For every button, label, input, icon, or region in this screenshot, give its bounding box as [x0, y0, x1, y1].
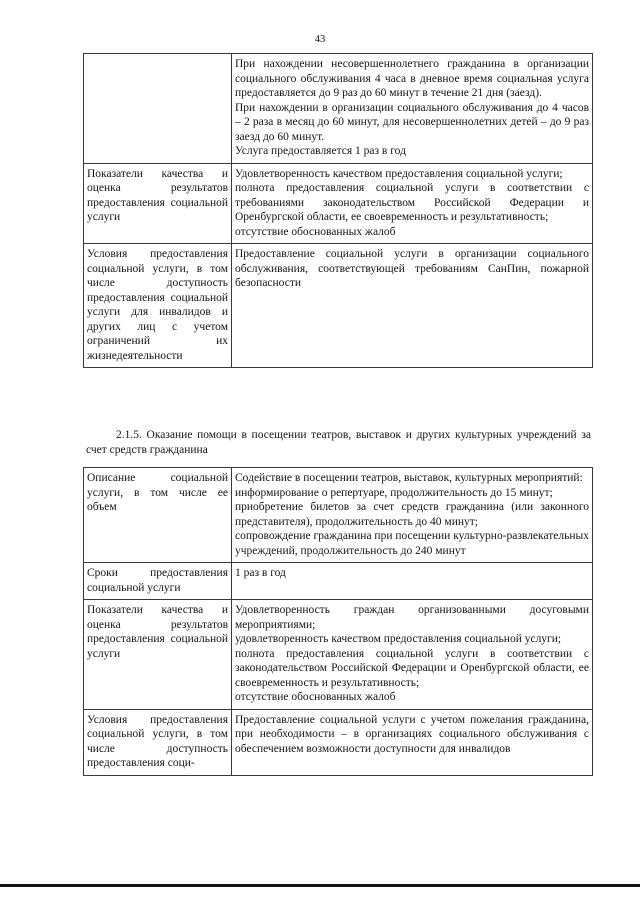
content-paragraph: Содействие в посещении театров, выставок, культурных мероприятий: — [235, 472, 583, 484]
content-paragraph: Услуга предоставляется 1 раз в год — [235, 145, 406, 157]
content-paragraph: При нахождении в организации социального обслуживания до 4 часов – 2 раза в месяц до 60 минут, для несовершеннолетних детей – до 9 раз заезд до 60 минут. — [235, 101, 589, 143]
row-label-cell: Показатели качества и оценка результатов предоставления социальной услуги — [84, 163, 232, 244]
content-paragraph: отсутствие обоснованных жалоб — [235, 691, 396, 703]
service-table-2-1-5 — [83, 467, 593, 776]
table-row — [84, 468, 593, 563]
content-paragraph: сопровождение гражданина при посещении культурно-развлекательных учреждений, продолжительность до 240 минут — [235, 530, 590, 557]
page-bottom-rule — [0, 884, 640, 887]
page-number: 43 — [314, 34, 326, 45]
row-content-cell — [232, 54, 593, 164]
service-table-continued — [83, 53, 593, 368]
section-heading — [86, 428, 591, 458]
content-paragraph: приобретение билетов за счет средств гражданина (или законного представителя), продолжительность до 40 минут; — [235, 501, 589, 528]
content-paragraph: 1 раз в год — [235, 567, 286, 579]
row-label-cell: Условия предоставления социальной услуги, в том числе доступность предоставления социальной услуги для инвалидов и других лиц с учетом ограничений их жизнедеятельности — [84, 244, 232, 368]
row-label-cell — [84, 54, 232, 164]
content-paragraph: Предоставление социальной услуги с учетом пожелания гражданина, при необходимости – в организациях социального обслуживания с обеспечением возможности доступности для инвалидов — [235, 713, 589, 755]
content-paragraph: полнота предоставления социальной услуги в соответствии с требованиями законодательством Российской Федерации и Оренбургской области, ее своевременность и результативность; — [235, 182, 589, 223]
table-row — [84, 709, 593, 775]
content-paragraph: информирование о репертуаре, продолжительность до 15 минут; — [235, 486, 553, 499]
table-row — [84, 563, 593, 600]
row-content-cell — [232, 163, 593, 244]
table-row — [84, 54, 593, 164]
table-row — [84, 163, 593, 244]
content-paragraph: полнота предоставления социальной услуги в соответствии с законодательством Российской Федерации и Оренбургской области, ее своевременность и результативность; — [235, 647, 589, 689]
section-heading-text: 2.1.5. Оказание помощи в посещении театров, выставок и других культурных учреждений за счет средств гражданина — [86, 429, 591, 456]
content-paragraph: удовлетворенность качеством предоставления социальной услуги; — [235, 633, 562, 645]
row-label-cell: Сроки предоставления социальной услуги — [84, 563, 232, 600]
row-content-cell — [232, 244, 593, 368]
content-paragraph: Предоставление социальной услуги в организации социального обслуживания, соответствующей требованиям СанПин, пожарной безопасности — [235, 248, 589, 289]
row-label-cell: Описание социальной услуги, в том числе ее объем — [84, 468, 232, 563]
row-label-cell: Условия предоставления социальной услуги, в том числе доступность предоставления соци- — [84, 709, 232, 775]
row-content-cell — [232, 600, 593, 710]
table-row — [84, 244, 593, 368]
row-content-cell — [232, 709, 593, 775]
content-paragraph: Удовлетворенность качеством предоставления социальной услуги; — [235, 167, 563, 180]
row-label-cell: Показатели качества и оценка результатов предоставления социальной услуги — [84, 600, 232, 710]
table-row — [84, 600, 593, 710]
content-paragraph: отсутствие обоснованных жалоб — [235, 225, 396, 238]
row-content-cell — [232, 468, 593, 563]
row-content-cell — [232, 563, 593, 600]
content-paragraph: При нахождении несовершеннолетнего гражданина в организации социального обслуживания 4 часа в дневное время социальная услуга предоставляется до 9 раз до 60 минут в течение 21 дня (заезд). — [235, 58, 589, 99]
content-paragraph: Удовлетворенность граждан организованными досуговыми мероприятиями; — [235, 604, 589, 631]
